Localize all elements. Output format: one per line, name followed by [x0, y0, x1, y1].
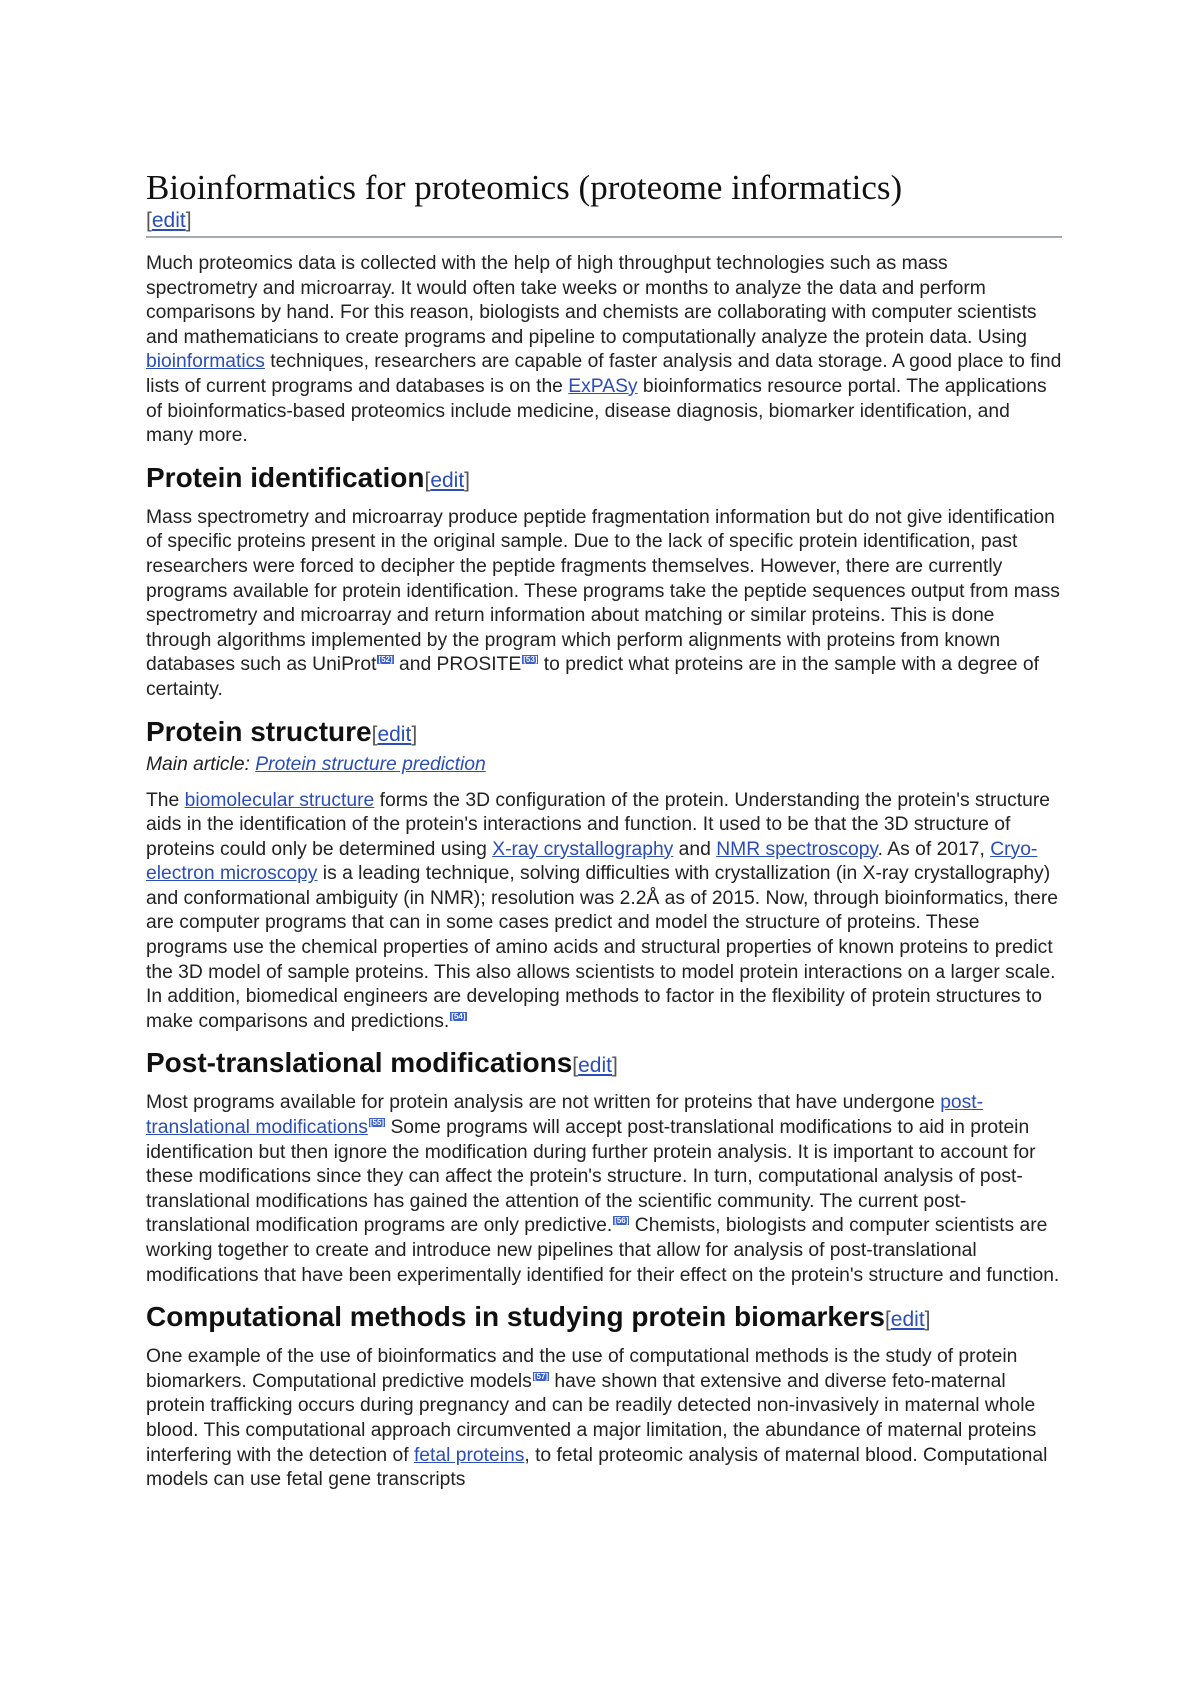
citation-55[interactable]: [55]	[369, 1118, 385, 1128]
link-cryo-electron-microscopy[interactable]: Cryo-electron microscopy	[146, 838, 1038, 885]
link-x-ray-crystallography[interactable]: X-ray crystallography	[492, 838, 674, 860]
citation-52[interactable]: [52]	[378, 655, 393, 665]
edit-link-protein-structure[interactable]: edit	[377, 722, 412, 746]
link-fetal-proteins[interactable]: fetal proteins	[413, 1444, 525, 1466]
link-protein-structure-prediction[interactable]: Protein structure prediction	[255, 753, 486, 775]
edit-link-post-translational[interactable]: edit	[578, 1054, 612, 1078]
title-edit-link[interactable]: edit	[151, 209, 186, 232]
post-translational-paragraph: Most programs available for protein analysis are not written for proteins that have undergone post-translational modifications [55] Some programs will accept post-translational modifications to aid in protein identification but then ignore the modification during further protein analysis. It is important to account for these modifications since they can affect the protein's structure. In turn, computational analysis of post-translational modifications has gained the attention of the scientific community. The current post-translational modification programs are only predictive. [56] Chemists, biologists and computer scientists are working together to create and introduce new pipelines that allow for analysis of post-translational modifications that have been experimentally identified for their effect on the protein's structure and function.	[146, 1092, 1060, 1286]
page-title-text: Bioinformatics for proteomics (proteome informatics)	[146, 168, 903, 207]
link-bioinformatics[interactable]: bioinformatics	[146, 351, 265, 373]
heading-protein-structure: Protein structure[edit]	[146, 715, 418, 747]
link-expasy[interactable]: ExPASy	[568, 375, 638, 397]
edit-section-protein-structure: [edit]	[371, 722, 418, 746]
link-nmr-spectroscopy[interactable]: NMR spectroscopy	[716, 838, 878, 860]
computational-methods-paragraph: One example of the use of bioinformatics and the use of computational methods is the study of protein biomarkers. Computational predictive models [57] have shown that extensive and diverse feto-maternal protein trafficking occurs during pregnancy and can be readily detected non-invasively in maternal whole blood. This computational approach circumvented a major limitation, the abundance of maternal proteins interfering with the detection of fetal proteins, to fetal proteomic analysis of maternal blood. Computational models can use fetal gene transcripts	[146, 1346, 1048, 1491]
edit-section-protein-identification: [edit]	[424, 468, 471, 492]
edit-section-computational-methods: [edit]	[884, 1308, 931, 1332]
protein-identification-paragraph: Mass spectrometry and microarray produce peptide fragmentation information but do not give identification of specific proteins present in the original sample. Due to the lack of specific protein identification, past researchers were forced to decipher the peptide fragments themselves. However, there are currently programs available for protein identification. These programs take the peptide sequences output from mass spectrometry and microarray and return information about matching or similar proteins. This is done through algorithms implemented by the program which perform alignments with proteins from known databases such as UniProt [52] and PROSITE [53] to predict what proteins are in the sample with a degree of certainty.	[146, 506, 1060, 700]
intro-paragraph: Much proteomics data is collected with the help of high throughput technologies such as mass spectrometry and microarray. It would often take weeks or months to analyze the data and perform comparisons by hand. For this reason, biologists and chemists are collaborating with computer scientists and mathematicians to create programs and pipeline to computationally analyze the protein data. Using bioinformatics techniques, researchers are capable of faster analysis and data storage. A good place to find lists of current programs and databases is on the ExPASy bioinformatics resource portal. The applications of bioinformatics-based proteomics include medicine, disease diagnosis, biomarker identification, and many more.	[146, 253, 1062, 447]
page-title	[146, 168, 1062, 208]
edit-section-post-translational: [edit]	[572, 1054, 618, 1078]
main-article-note: Main article: Protein structure prediction	[146, 753, 486, 775]
edit-link-protein-identification[interactable]: edit	[430, 468, 465, 492]
edit-link-computational-methods[interactable]: edit	[890, 1308, 925, 1332]
citation-56[interactable]: [56]	[614, 1216, 629, 1226]
citation-53[interactable]: [53]	[523, 655, 538, 665]
heading-protein-identification: Protein identification[edit]	[146, 461, 471, 493]
heading-computational-methods: Computational methods in studying protein biomarkers[edit]	[146, 1301, 931, 1333]
link-biomolecular-structure[interactable]: biomolecular structure	[184, 789, 375, 811]
title-edit-section: [edit]	[146, 209, 192, 232]
citation-54[interactable]: [54]	[451, 1011, 466, 1021]
article-body	[146, 168, 1062, 1493]
protein-structure-paragraph: The biomolecular structure forms the 3D configuration of the protein. Understanding the protein's structure aids in the identification of the protein's interactions and function. It used to be that the 3D structure of proteins could only be determined using X-ray crystallography and NMR spectroscopy. As of 2017, Cryo-electron microscopy is a leading technique, solving difficulties with crystallization (in X-ray crystallography) and conformational ambiguity (in NMR); resolution was 2.2Å as of 2015. Now, through bioinformatics, there are computer programs that can in some cases predict and model the structure of proteins. These programs use the chemical properties of amino acids and structural properties of known proteins to predict the 3D model of sample proteins. This also allows scientists to model protein interactions on a larger scale. In addition, biomedical engineers are developing methods to factor in the flexibility of protein structures to make comparisons and predictions. [54]	[146, 789, 1059, 1032]
link-post-translational-modifications[interactable]: post-translational modifications	[146, 1092, 984, 1139]
citation-57[interactable]: [57]	[533, 1371, 549, 1381]
heading-post-translational-modifications: Post-translational modifications[edit]	[146, 1047, 618, 1079]
title-divider	[146, 236, 1062, 238]
